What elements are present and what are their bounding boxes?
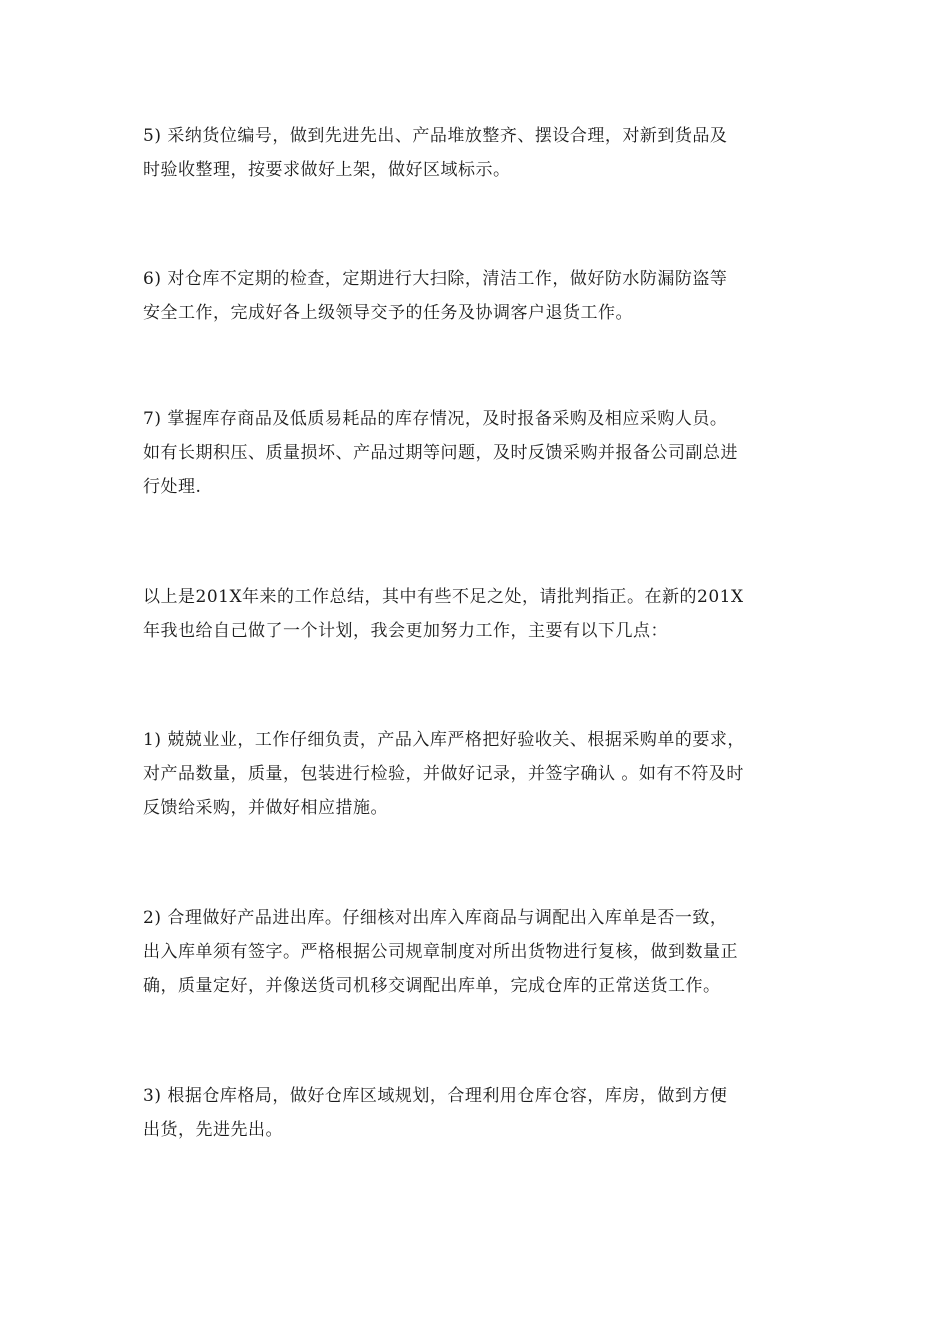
text-line: 6) 对仓库不定期的检查，定期进行大扫除，清洁工作，做好防水防漏防盗等 (143, 269, 728, 289)
text-line: 反馈给采购，并做好相应措施。 (143, 798, 388, 818)
paragraph-plan-1 (143, 723, 815, 825)
text-line: 出货，先进先出。 (143, 1120, 283, 1140)
text-line: 3) 根据仓库格局，做好仓库区域规划，合理利用仓库仓容，库房，做到方便 (143, 1086, 728, 1106)
text-line: 年我也给自己做了一个计划，我会更加努力工作，主要有以下几点： (143, 621, 668, 641)
text-line: 确，质量定好，并像送货司机移交调配出库单，完成仓库的正常送货工作。 (143, 976, 721, 996)
text-line: 7) 掌握库存商品及低质易耗品的库存情况，及时报备采购及相应采购人员。 (143, 409, 728, 429)
text-line: 对产品数量，质量，包装进行检验，并做好记录，并签字确认 。如有不符及时 (143, 764, 744, 784)
text-line: 2) 合理做好产品进出库。仔细核对出库入库商品与调配出入库单是否一致， (143, 908, 728, 928)
paragraph-plan-2 (143, 901, 815, 1003)
text-line: 如有长期积压、质量损坏、产品过期等问题，及时反馈采购并报备公司副总进 (143, 443, 738, 463)
paragraph-summary (143, 580, 815, 648)
text-line: 行处理. (143, 477, 202, 497)
paragraph-item-5 (143, 119, 815, 187)
paragraph-item-7 (143, 402, 815, 504)
text-line: 时验收整理，按要求做好上架，做好区域标示。 (143, 160, 511, 180)
text-line: 安全工作，完成好各上级领导交予的任务及协调客户退货工作。 (143, 303, 633, 323)
text-line: 1) 兢兢业业，工作仔细负责，产品入库严格把好验收关、根据采购单的要求， (143, 730, 745, 750)
paragraph-plan-3 (143, 1079, 815, 1147)
text-line: 出入库单须有签字。严格根据公司规章制度对所出货物进行复核，做到数量正 (143, 942, 738, 962)
text-line: 以上是201X年来的工作总结，其中有些不足之处，请批判指正。在新的201X (143, 587, 744, 607)
paragraph-item-6 (143, 262, 815, 330)
text-line: 5) 采纳货位编号，做到先进先出、产品堆放整齐、摆设合理，对新到货品及 (143, 126, 728, 146)
